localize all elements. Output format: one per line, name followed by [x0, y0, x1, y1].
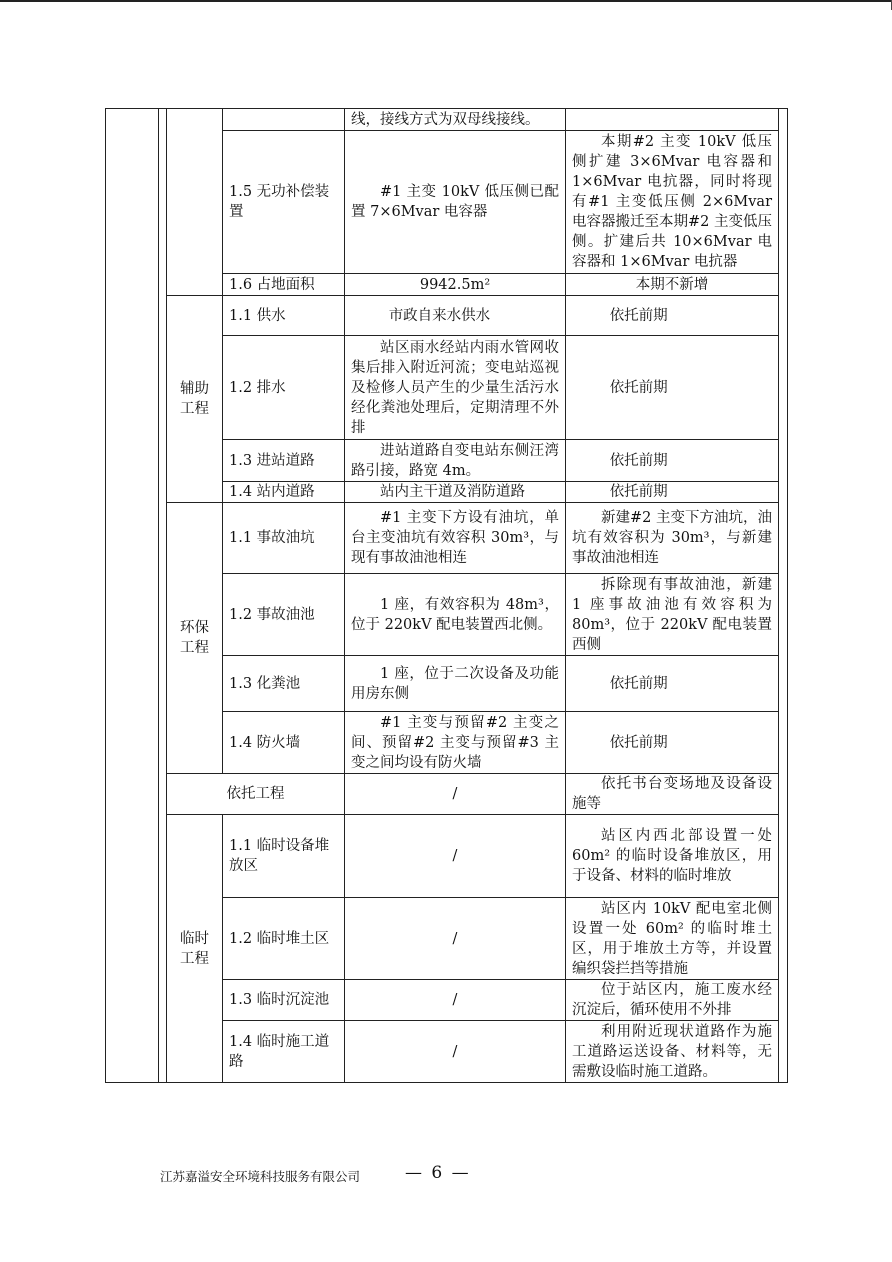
- category-cell: 环保工程: [167, 503, 223, 774]
- current-status: #1 主变 10kV 低压侧已配置 7×6Mvar 电容器: [345, 131, 566, 274]
- category-cell: 临时工程: [167, 815, 223, 1083]
- current-status: /: [345, 898, 566, 980]
- item-name: 1.3 进站道路: [223, 440, 345, 482]
- project-plan: 利用附近现状道路作为施工道路运送设备、材料等，无需敷设临时施工道路。: [566, 1021, 779, 1083]
- current-status: #1 主变下方设有油坑，单台主变油坑有效容积 30m³，与现有事故油池相连: [345, 503, 566, 574]
- project-plan: 本期不新增: [566, 274, 779, 296]
- current-status: #1 主变与预留#2 主变之间、预留#2 主变与预留#3 主变之间均设有防火墙: [345, 712, 566, 774]
- project-composition-table: [105, 108, 788, 1083]
- item-name: 1.5 无功补偿装置: [223, 131, 345, 274]
- item-name: 1.4 防火墙: [223, 712, 345, 774]
- item-name: 1.3 临时沉淀池: [223, 980, 345, 1021]
- project-plan: 依托前期: [566, 656, 779, 712]
- project-plan: 拆除现有事故油池，新建 1 座事故油池有效容积为 80m³，位于 220kV 配电装置西侧: [566, 574, 779, 656]
- current-status: 1 座，位于二次设备及功能用房东侧: [345, 656, 566, 712]
- inner-blank-column: [159, 109, 167, 1083]
- right-gap-column: [779, 109, 788, 1083]
- project-plan: 站区内 10kV 配电室北侧设置一处 60m² 的临时堆土区，用于堆放土方等，并设置编织袋拦挡等措施: [566, 898, 779, 980]
- project-plan: [566, 109, 779, 131]
- current-status: /: [345, 774, 566, 815]
- table-row: [106, 296, 788, 336]
- current-status: 站区雨水经站内雨水管网收集后排入附近河流；变电站巡视及检修人员产生的少量生活污水经化粪池处理后，定期清理不外排: [345, 336, 566, 440]
- item-name: 1.4 临时施工道路: [223, 1021, 345, 1083]
- project-plan: 依托前期: [566, 440, 779, 482]
- current-status: /: [345, 815, 566, 898]
- project-plan: 依托前期: [566, 712, 779, 774]
- current-status: 线，接线方式为双母线接线。: [345, 109, 566, 131]
- item-name: 1.1 供水: [223, 296, 345, 336]
- current-status: 站内主干道及消防道路: [345, 482, 566, 503]
- table-row: [106, 109, 788, 131]
- project-plan: 依托前期: [566, 336, 779, 440]
- page-top-border: [0, 0, 892, 2]
- item-name: 1.2 事故油池: [223, 574, 345, 656]
- project-plan: 位于站区内，施工废水经沉淀后，循环使用不外排: [566, 980, 779, 1021]
- item-name: 1.4 站内道路: [223, 482, 345, 503]
- table-row: [106, 815, 788, 898]
- current-status: 1 座，有效容积为 48m³，位于 220kV 配电装置西北侧。: [345, 574, 566, 656]
- item-name: 1.2 临时堆土区: [223, 898, 345, 980]
- current-status: 进站道路自变电站东侧汪湾路引接，路宽 4m。: [345, 440, 566, 482]
- project-plan: 本期#2 主变 10kV 低压侧扩建 3×6Mvar 电容器和 1×6Mvar 电抗器，同时将现有#1 主变低压侧 2×6Mvar 电容器搬迁至本期#2 主变低压侧。扩建后共 10×6Mvar 电容器和 1×6Mvar 电抗器: [566, 131, 779, 274]
- item-name: 1.6 占地面积: [223, 274, 345, 296]
- outer-blank-column: [106, 109, 159, 1083]
- item-name: 1.1 事故油坑: [223, 503, 345, 574]
- category-cell: 依托工程: [167, 774, 345, 815]
- item-name: 1.1 临时设备堆放区: [223, 815, 345, 898]
- project-plan: 依托书台变场地及设备设施等: [566, 774, 779, 815]
- current-status: 9942.5m²: [345, 274, 566, 296]
- table-row: [106, 774, 788, 815]
- table-row: [106, 503, 788, 574]
- project-plan: 依托前期: [566, 296, 779, 336]
- page-footer: [160, 1163, 720, 1193]
- project-plan: 依托前期: [566, 482, 779, 503]
- category-cell: 辅助工程: [167, 296, 223, 503]
- item-name: [223, 109, 345, 131]
- category-cell-continued: [167, 109, 223, 296]
- item-name: 1.3 化粪池: [223, 656, 345, 712]
- project-plan: 新建#2 主变下方油坑，油坑有效容积为 30m³，与新建事故油池相连: [566, 503, 779, 574]
- current-status: /: [345, 1021, 566, 1083]
- current-status: 市政自来水供水: [345, 296, 566, 336]
- project-plan: 站区内西北部设置一处 60m² 的临时设备堆放区，用于设备、材料的临时堆放: [566, 815, 779, 898]
- page-number: — 6 —: [405, 1163, 471, 1183]
- current-status: /: [345, 980, 566, 1021]
- item-name: 1.2 排水: [223, 336, 345, 440]
- footer-company: 江苏嘉溢安全环境科技服务有限公司: [160, 1169, 361, 1184]
